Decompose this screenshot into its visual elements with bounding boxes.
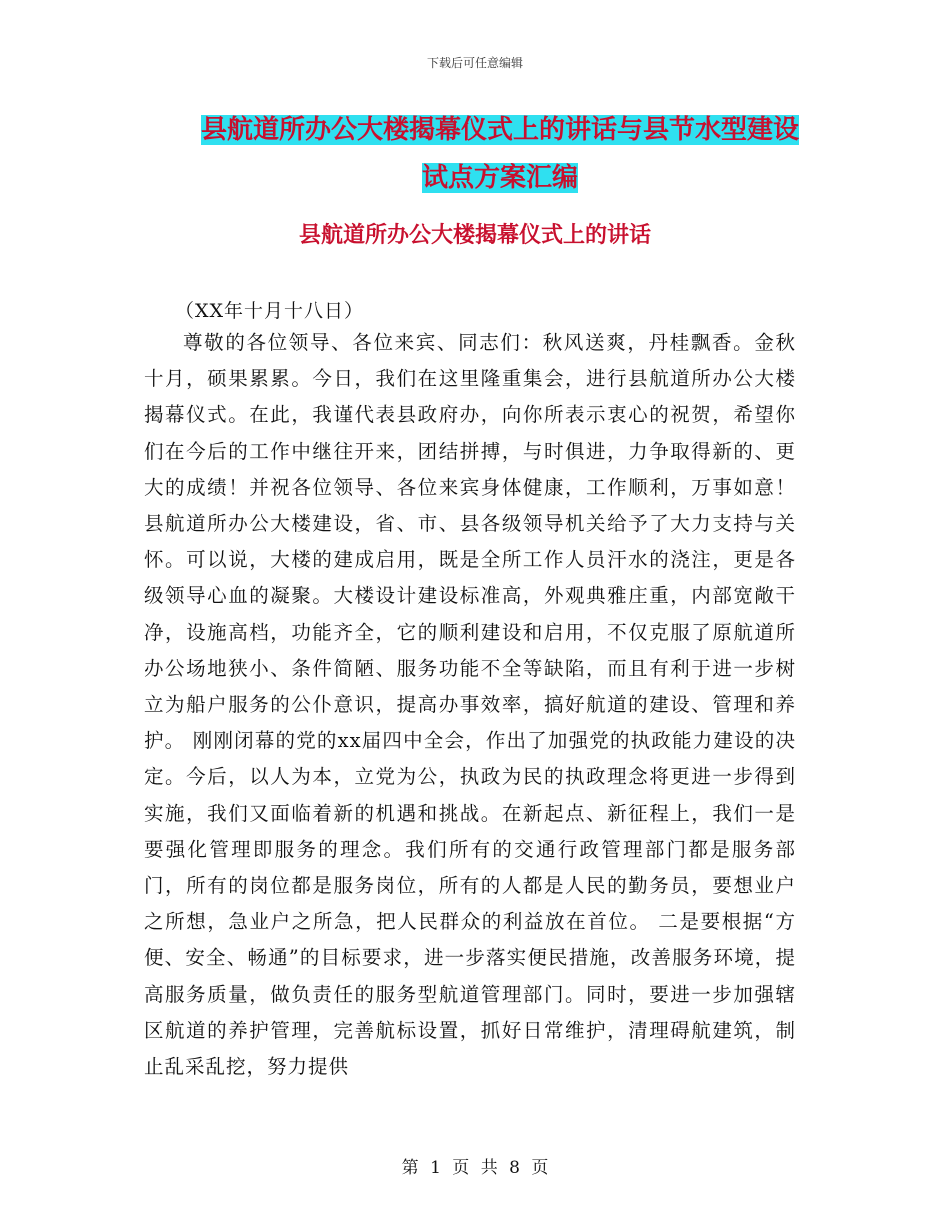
section-title: 县航道所办公大楼揭幕仪式上的讲话 [298,222,651,248]
speech-date: （XX年十月十八日） [175,300,365,322]
speech-body-paragraph: 尊敬的各位领导、各位来宾、同志们：秋风送爽，丹桂飘香。金秋十月，硕果累累。今日，我们在这里隆重集会，进行县航道所办公大楼揭幕仪式。在此，我谨代表县政府办，向你所表示衷心的祝贺，希望你们在今后的工作中继往开来，团结拼搏，与时俱进，力争取得新的、更大的成绩！并祝各位领导、各位来宾身体健康，工作顺利，万事如意！ 县航道所办公大楼建设，省、市、县各级领导机关给予了大力支持与关怀。可以说，大楼的建成启用，既是全所工作人员汗水的浇注，更是各级领导心血的凝聚。大楼设计建设标准高，外观典雅庄重，内部宽敞干净，设施高档，功能齐全，它的顺利建设和启用，不仅克服了原航道所办公场地狭小、条件简陋、服务功能不全等缺陷，而且有利于进一步树立为船户服务的公仆意识，提高办事效率，搞好航道的建设、管理和养护。 刚刚闭幕的党的xx届四中全会，作出了加强党的执政能力建设的决定。今后，以人为本，立党为公，执政为民的执政理念将更进一步得到实施，我们又面临着新的机遇和挑战。在新起点、新征程上，我们一是要强化管理即服务的理念。我们所有的交通行政管理部门都是服务部门，所有的岗位都是服务岗位，所有的人都是人民的勤务员，要想业户之所想，急业户之所急，把人民群众的利益放在首位。 二是要根据“方便、安全、畅通”的目标要求，进一步落实便民措施，改善服务环境，提高服务质量，做负责任的服务型航道管理部门。同时，要进一步加强辖区航道的养护管理，完善航标设置，抓好日常维护，清理碍航建筑，制止乱采乱挖，努力提供 [144,331,796,1079]
header-note: 下载后可任意编辑 [426,56,523,70]
document-title-line-2: 试点方案汇编 [421,163,578,193]
page-footer: 第 1 页 共 8 页 [401,1158,549,1178]
document-title-line-1: 县航道所办公大楼揭幕仪式上的讲话与县节水型建设 [200,115,799,145]
document-title [190,106,810,202]
